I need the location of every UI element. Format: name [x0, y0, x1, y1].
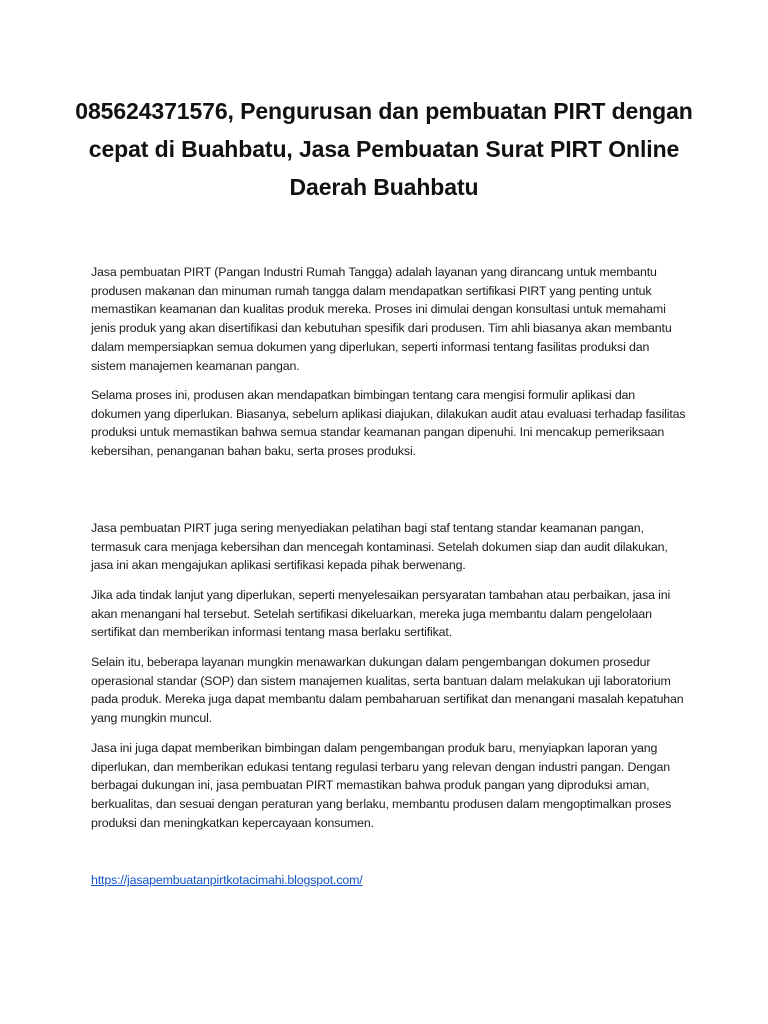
paragraph-intro: Jasa pembuatan PIRT (Pangan Industri Rumah Tangga) adalah layanan yang dirancang untuk membantu produsen makanan dan minuman rumah tangga dalam mendapatkan sertifikasi PIRT yang penting untuk memastikan keamanan dan kualitas produk mereka. Proses ini dimulai dengan konsultasi untuk memahami jenis produk yang akan disertifikasi dan kebutuhan spesifik dari produsen. Tim ahli biasanya akan membantu dalam mempersiapkan semua dokumen yang diperlukan, seperti informasi tentang fasilitas produksi dan sistem manajemen keamanan pangan.	[91, 265, 672, 373]
paragraph-process: Selama proses ini, produsen akan mendapatkan bimbingan tentang cara mengisi formulir aplikasi dan dokumen yang diperlukan. Biasanya, sebelum aplikasi diajukan, dilakukan audit atau evaluasi terhadap fasilitas produksi untuk memastikan bahwa semua standar keamanan pangan dipenuhi. Ini mencakup pemeriksaan kebersihan, penanganan bahan baku, serta proses produksi.	[91, 388, 686, 459]
paragraph-follow-up: Jika ada tindak lanjut yang diperlukan, seperti menyelesaikan persyaratan tambahan atau perbaikan, jasa ini akan menangani hal tersebut. Setelah sertifikasi dikeluarkan, mereka juga membantu dalam pengelolaan sertifikat dan memberikan informasi tentang masa berlaku sertifikat.	[91, 588, 671, 640]
paragraph-conclusion: Jasa ini juga dapat memberikan bimbingan dalam pengembangan produk baru, menyiapkan laporan yang diperlukan, dan memberikan edukasi tentang regulasi terbaru yang relevan dengan industri pangan. Dengan berbagai dukungan ini, jasa pembuatan PIRT memastikan bahwa produk pangan yang diproduksi aman, berkualitas, dan sesuai dengan peraturan yang berlaku, membantu produsen dalam mengoptimalkan proses produksi dan meningkatkan kepercayaan konsumen.	[91, 741, 672, 830]
paragraph-training: Jasa pembuatan PIRT juga sering menyediakan pelatihan bagi staf tentang standar keamanan pangan, termasuk cara menjaga kebersihan dan mencegah kontaminasi. Setelah dokumen siap dan audit dilakukan, jasa ini akan mengajukan aplikasi sertifikasi kepada pihak berwenang.	[91, 521, 668, 573]
blog-link[interactable]: https://jasapembuatanpirtkotacimahi.blogspot.com/	[91, 873, 363, 887]
document-title: 085624371576, Pengurusan dan pembuatan PIRT dengan cepat di Buahbatu, Jasa Pembuatan Surat PIRT Online Daerah Buahbatu	[75, 98, 693, 200]
paragraph-sop: Selain itu, beberapa layanan mungkin menawarkan dukungan dalam pengembangan dokumen prosedur operasional standar (SOP) dan sistem manajemen kualitas, serta bantuan dalam melakukan uji laboratorium pada produk. Mereka juga dapat membantu dalam pembaharuan sertifikat dan menangani masalah kepatuhan yang mungkin muncul.	[91, 655, 684, 726]
